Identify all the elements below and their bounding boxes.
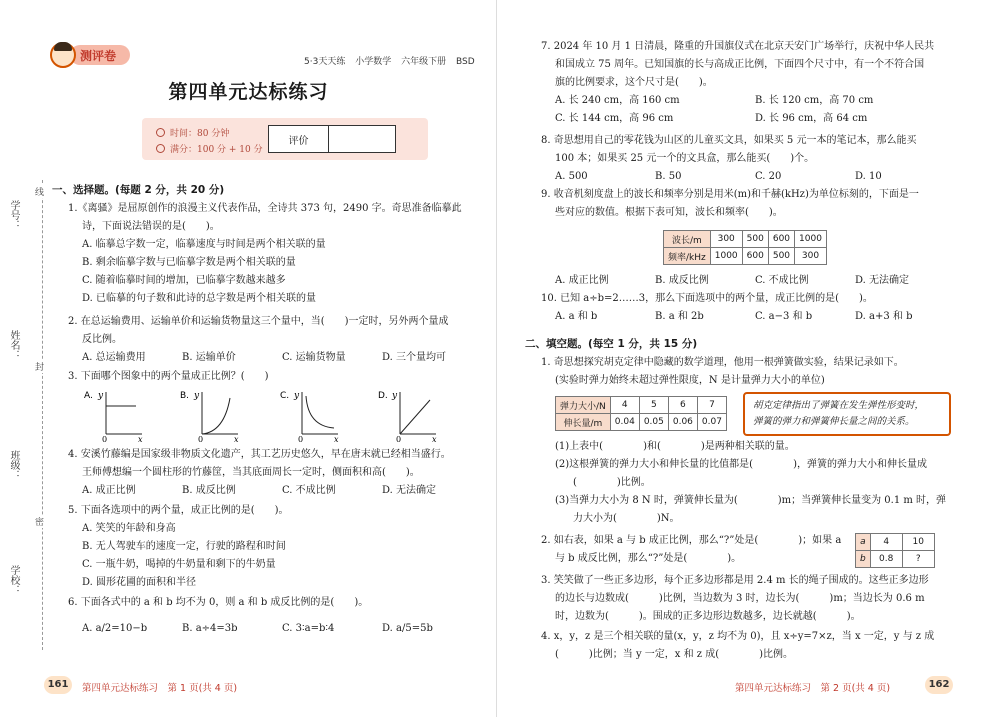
seal-word-seal: 封 — [35, 360, 44, 373]
question-10: 10. 已知 a÷b=2……3，那么下面选项中的两个量，成正比例的是( )。 A. a 和 b B. a 和 2b C. a−3 和 b D. a+3 和 b — [541, 293, 913, 322]
graph-a — [84, 388, 144, 442]
svg-text:D.: D. — [378, 391, 388, 401]
spring-table: 弹力大小/N 4 5 6 7 伸长量/m 0.04 0.05 0.06 0.07 — [555, 396, 727, 431]
footer-left: 第四单元达标练习 第 1 页(共 4 页) — [82, 683, 238, 694]
right-page — [505, 0, 1000, 717]
svg-text:x: x — [234, 435, 239, 442]
question-9-options: A. 成正比例 B. 成反比例 C. 不成比例 D. 无法确定 — [555, 275, 910, 286]
question-5: 5. 下面各选项中的两个量，成正比例的是( )。 A. 笑笑的年龄和身高 B. 无人驾驶车的速度一定，行驶的路程和时间 C. 一瓶牛奶，喝掉的牛奶量和剩下的牛奶量 D. 圆形花圃的面积和半径 — [68, 505, 289, 588]
svg-text:x: x — [138, 435, 143, 442]
svg-text:y: y — [98, 391, 104, 401]
svg-text:x: x — [334, 435, 339, 442]
svg-text:0: 0 — [198, 435, 204, 442]
evaluation-box: 评价 — [268, 125, 396, 153]
svg-text:y: y — [392, 391, 398, 401]
evaluation-field[interactable] — [329, 126, 395, 152]
fill-question-4: 4. x，y，z 是三个相关联的量(x，y，z 均不为 0)，且 x÷y=7×z，当 x 一定，y 与 z 成 ( )比例；当 y 一定，x 和 z 成( )比例。 — [541, 631, 935, 660]
svg-text:x: x — [432, 435, 437, 442]
seal-word-close: 密 — [35, 515, 44, 528]
cut-line — [42, 180, 43, 650]
clock-icon — [156, 128, 165, 137]
graph-d — [378, 388, 438, 442]
school-label: 学校： — [8, 565, 19, 595]
svg-text:0: 0 — [396, 435, 402, 442]
fill-question-2: 2. 如右表，如果 a 与 b 成正比例，那么“?”处是( )；如果 a 与 b 成反比例，那么“?”处是( )。 — [541, 535, 842, 564]
test-badge: 测评卷 — [50, 42, 130, 68]
hooke-note: 胡克定律指出了弹簧在发生弹性形变时， 弹簧的弹力和弹簧伸长量之间的关系。 — [743, 392, 951, 436]
fill-question-1-parts: (1)上表中( )和( )是两种相关联的量。 (2)这根弹簧的弹力大小和伸长量的比值都是( )，弹簧的弹力大小和伸长量成 ( )比例。 (3)当弹力大小为 8 N 时，弹簧伸长量为( )m；当弹簧伸长量变为 0.1 m 时，弹 力大小为( )N。 — [555, 441, 947, 524]
fill-question-1: 1. 奇思想探究胡克定律中隐藏的数学道理，他用一根弹簧做实验，结果记录如下。 (实验时弹力始终未超过弹性限度，N 是计量弹力大小的单位) — [541, 357, 904, 386]
page-number-left: 161 — [44, 676, 72, 694]
page-number-right: 162 — [925, 676, 953, 694]
svg-text:0: 0 — [102, 435, 108, 442]
mascot-icon — [50, 42, 76, 68]
wavelength-table: 波长/m 300 500 600 1000 频率/kHz 1000 600 500 300 — [663, 230, 827, 265]
name-label: 姓名： — [8, 330, 19, 360]
question-2: 2. 在总运输费用、运输单价和运输货物量这三个量中，当( )一定时，另外两个量成 反比例。 A. 总运输费用 B. 运输单价 C. 运输货物量 D. 三个量均可 — [68, 316, 449, 363]
ab-table: a 4 10 b 0.8 ? — [855, 533, 935, 568]
svg-text:0: 0 — [298, 435, 304, 442]
book-series: 5·3天天练 小学数学 六年级下册 BSD — [304, 57, 475, 67]
check-icon — [156, 144, 165, 153]
question-1: 1.《离骚》是屈原创作的浪漫主义代表作品，全诗共 373 句，2490 字。奇思准备临摹此 诗，下面说法错误的是( )。 A. 临摹总字数一定，临摹速度与时间是两个相关联的量 B. 剩余临摹字数与已临摹字数是两个相关联的量 C. 随着临摹时间的增加，已临摹字数越来越多 D. 已临摹的句子数和此诗的总字数是两个相关联的量 — [68, 203, 462, 304]
svg-text:A.: A. — [84, 391, 93, 401]
question-4: 4. 安溪竹藤编是国家级非物质文化遗产，其工艺历史悠久，早在唐末就已经相当盛行。 王师傅想编一个圆柱形的竹藤筐，当其底面周长一定时，侧面积和高( )。 A. 成正比例 B. 成反比例 C. 不成比例 D. 无法确定 — [68, 449, 451, 496]
fill-question-3: 3. 笑笑做了一些正多边形，每个正多边形都是用 2.4 m 长的绳子围成的。这些正多边形 的边长与边数成( )比例，当边数为 3 时，边长为( )m；当边长为 0.6 m 时，边数为( )。围成的正多边形边数越多，边长就越( )。 — [541, 575, 929, 622]
page-title: 第四单元达标练习 — [168, 81, 329, 103]
question-6: 6. 下面各式中的 a 和 b 均不为 0，则 a 和 b 成反比例的是( )。 A. a/2=10−b B. a÷4=3b C. 3∶a=b∶4 D. a/5=5b — [68, 597, 433, 634]
svg-text:y: y — [194, 391, 200, 401]
binding-strip — [4, 180, 44, 650]
question-3: 3. 下面哪个图象中的两个量成正比例？( ) — [68, 371, 269, 382]
section-choice-title: 一、选择题。(每题 2 分，共 20 分) — [52, 184, 225, 196]
left-page — [0, 0, 497, 717]
question-7: 7. 2024 年 10 月 1 日清晨，隆重的升国旗仪式在北京天安门广场举行，庆祝中华人民共 和国成立 75 周年。已知国旗的长与高成正比例，下面四个尺寸中，有一个不符合国 旗的比例要求，这个尺寸是( )。 A. 长 240 cm，高 160 cm B. 长 120 cm，高 70 cm C. 长 144 cm，高 96 cm D. 长 96 cm，高 64 cm — [541, 41, 935, 124]
exam-info-box: 时间：80 分钟 满分：100 分 + 10 分 评价 — [142, 118, 428, 160]
section-fill-title: 二、填空题。(每空 1 分，共 15 分) — [525, 338, 698, 350]
class-label: 班级： — [8, 450, 19, 480]
footer-right: 第四单元达标练习 第 2 页(共 4 页) — [735, 683, 891, 694]
svg-text:y: y — [294, 391, 300, 401]
graph-c — [280, 388, 340, 442]
question-8: 8. 奇思想用自己的零花钱为山区的儿童买文具，如果买 5 元一本的笔记本，那么能买 100 本；如果买 25 元一个的文具盒，那么能买( )个。 A. 500 B. 50 C. 20 D. 10 — [541, 135, 917, 182]
graph-b — [180, 388, 240, 442]
student-number-label: 学号： — [8, 200, 19, 230]
svg-text:C.: C. — [280, 391, 290, 401]
svg-text:B.: B. — [180, 391, 190, 401]
seal-word-line: 线 — [35, 185, 44, 198]
question-9: 9. 收音机刻度盘上的波长和频率分别是用米(m)和千赫(kHz)为单位标刻的，下面是一 些对应的数值。根据下表可知，波长和频率( )。 — [541, 189, 919, 218]
